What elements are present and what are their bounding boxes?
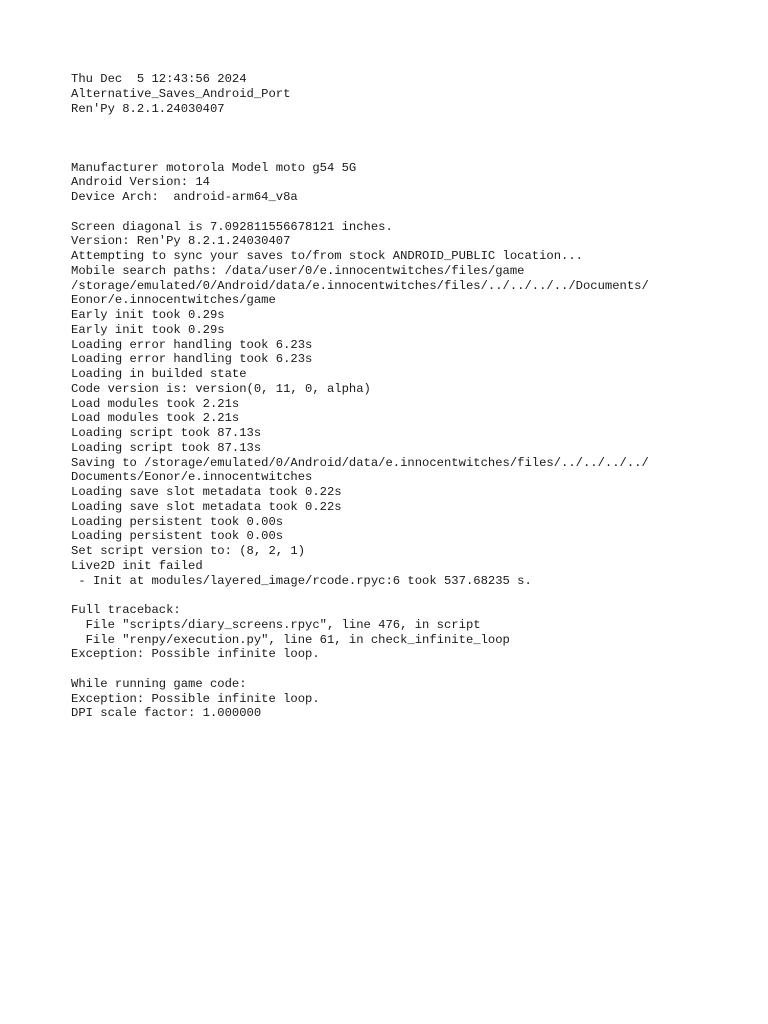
log-line: While running game code: (71, 676, 247, 691)
log-line: Documents/Eonor/e.innocentwitches (71, 470, 313, 485)
log-line: Android Version: 14 (71, 175, 210, 190)
log-line: Loading in builded state (71, 367, 247, 381)
log-line: File "renpy/execution.py", line 61, in check_infinite_loop (71, 632, 510, 647)
log-line (71, 131, 751, 146)
log-line: Eonor/e.innocentwitches/game (71, 293, 276, 308)
log-line: Loading save slot metadata took 0.22s (71, 485, 342, 499)
log-line: Device Arch: android-arm64_v8a (71, 190, 298, 204)
log-document (71, 72, 751, 721)
log-line (71, 205, 751, 220)
log-line: Early init took 0.29s (71, 308, 225, 322)
log-line: Exception: Possible infinite loop. (71, 691, 320, 706)
log-line: Attempting to sync your saves to/from stock ANDROID_PUBLIC location... (71, 249, 583, 263)
log-line: Thu Dec 5 12:43:56 2024 (71, 72, 247, 86)
log-line: /storage/emulated/0/Android/data/e.innocentwitches/files/../../../../Documents/ (71, 278, 649, 293)
log-line: Loading save slot metadata took 0.22s (71, 499, 342, 514)
log-line: Loading persistent took 0.00s (71, 529, 284, 544)
log-line (71, 116, 751, 131)
log-line (71, 588, 751, 603)
log-line: Load modules took 2.21s (71, 411, 240, 426)
log-line: Loading script took 87.13s (71, 440, 262, 455)
log-line: Set script version to: (8, 2, 1) (71, 544, 306, 558)
log-line: Alternative_Saves_Android_Port (71, 86, 291, 101)
log-line: - Init at modules/layered_image/rcode.rpyc:6 took 537.68235 s. (71, 573, 532, 588)
log-line: File "scripts/diary_screens.rpyc", line 476, in script (71, 617, 481, 632)
log-line: Full traceback: (71, 603, 181, 617)
log-line: Loading script took 87.13s (71, 426, 262, 440)
log-line: Mobile search paths: /data/user/0/e.innocentwitches/files/game (71, 263, 525, 278)
log-line: Manufacturer motorola Model moto g54 5G (71, 160, 357, 175)
log-line: Early init took 0.29s (71, 322, 225, 337)
log-line: Loading error handling took 6.23s (71, 352, 313, 367)
log-line: DPI scale factor: 1.000000 (71, 706, 262, 721)
log-line: Screen diagonal is 7.092811556678121 inches. (71, 219, 393, 234)
log-line: Saving to /storage/emulated/0/Android/data/e.innocentwitches/files/../../../../ (71, 455, 649, 470)
log-line: Exception: Possible infinite loop. (71, 647, 320, 662)
log-line: Code version is: version(0, 11, 0, alpha) (71, 381, 371, 396)
log-line: Live2D init failed (71, 558, 203, 573)
log-line: Ren'Py 8.2.1.24030407 (71, 101, 225, 116)
log-line: Loading persistent took 0.00s (71, 514, 284, 529)
log-line (71, 146, 751, 161)
log-line: Version: Ren'Py 8.2.1.24030407 (71, 234, 291, 249)
log-line (71, 662, 751, 677)
log-line: Load modules took 2.21s (71, 396, 240, 411)
log-line: Loading error handling took 6.23s (71, 337, 313, 352)
